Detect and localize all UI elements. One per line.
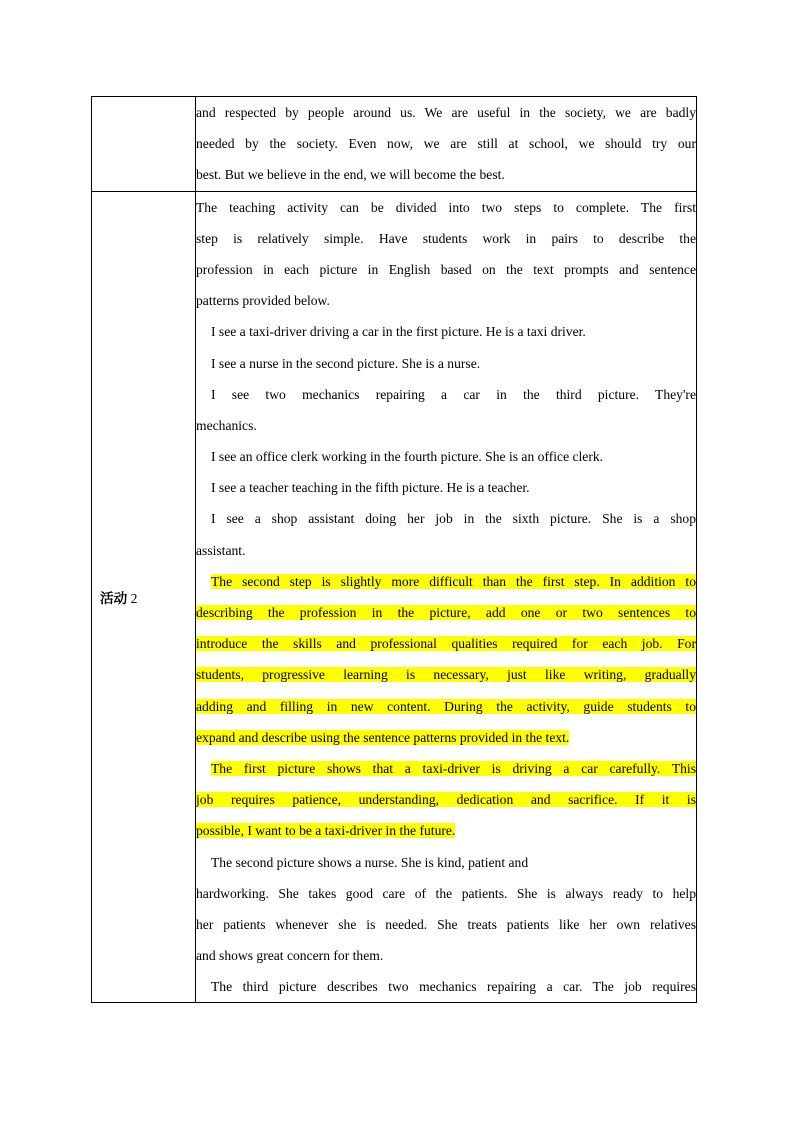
text-line: step is relatively simple. Have students work in pairs to describe the xyxy=(196,230,696,246)
text-line: and respected by people around us. We are useful in the society, we are badly xyxy=(196,105,696,120)
text-line: needed by the society. Even now, we are still at school, we should try our xyxy=(196,136,696,152)
example-sentence: I see a nurse in the second picture. She is a nurse. xyxy=(211,355,481,371)
text-line: her patients whenever she is needed. She treats patients like her own relatives xyxy=(196,916,696,932)
table-row xyxy=(92,191,697,1003)
activity-content-cell xyxy=(196,191,697,1003)
text-line: best. But we believe in the end, we will become the best. xyxy=(196,167,505,183)
text-line: The second picture shows a nurse. She is kind, patient and xyxy=(211,854,529,870)
example-sentence: I see a teacher teaching in the fifth picture. He is a teacher. xyxy=(211,480,530,496)
example-sentence: I see a shop assistant doing her job in the sixth picture. She is a shop xyxy=(211,511,696,527)
activity-label-cell xyxy=(92,191,196,1003)
text-line: profession in each picture in English based on the text prompts and sentence xyxy=(196,261,696,277)
text-line: and shows great concern for them. xyxy=(196,948,384,964)
highlighted-line: The first picture shows that a taxi-driver is driving a car carefully. This xyxy=(211,760,696,776)
activity-number: 2 xyxy=(130,590,138,606)
highlighted-line: introduce the skills and professional qualities required for each job. For xyxy=(196,636,696,652)
example-sentence: I see two mechanics repairing a car in the third picture. They're xyxy=(211,386,696,402)
highlighted-line: adding and filling in new content. During the activity, guide students to xyxy=(196,698,696,714)
example-sentence: assistant. xyxy=(196,542,246,558)
text-line: hardworking. She takes good care of the patients. She is always ready to help xyxy=(196,885,696,901)
row-label-cell-empty xyxy=(92,97,196,192)
activity-label-cjk: 活动 xyxy=(100,590,128,607)
row-content-cell xyxy=(196,97,697,192)
highlighted-line: expand and describe using the sentence patterns provided in the text. xyxy=(196,729,570,745)
highlighted-line: The second step is slightly more difficult than the first step. In addition to xyxy=(211,573,696,589)
text-line: The third picture describes two mechanics repairing a car. The job requires xyxy=(211,979,696,995)
highlighted-line: students, progressive learning is necessary, just like writing, gradually xyxy=(196,667,696,683)
text-line: The teaching activity can be divided into two steps to complete. The first xyxy=(196,199,696,215)
example-sentence: I see a taxi-driver driving a car in the first picture. He is a taxi driver. xyxy=(211,324,586,340)
highlighted-line: job requires patience, understanding, dedication and sacrifice. If it is xyxy=(196,792,696,808)
text-line: patterns provided below. xyxy=(196,293,330,309)
highlighted-line: possible, I want to be a taxi-driver in the future. xyxy=(196,823,456,839)
example-sentence: I see an office clerk working in the fourth picture. She is an office clerk. xyxy=(211,449,604,465)
activity-label xyxy=(100,591,137,606)
example-sentence: mechanics. xyxy=(196,417,257,433)
highlighted-line: describing the profession in the picture, add one or two sentences to xyxy=(196,605,696,620)
lesson-plan-table xyxy=(91,96,697,1003)
table-row xyxy=(92,97,697,192)
